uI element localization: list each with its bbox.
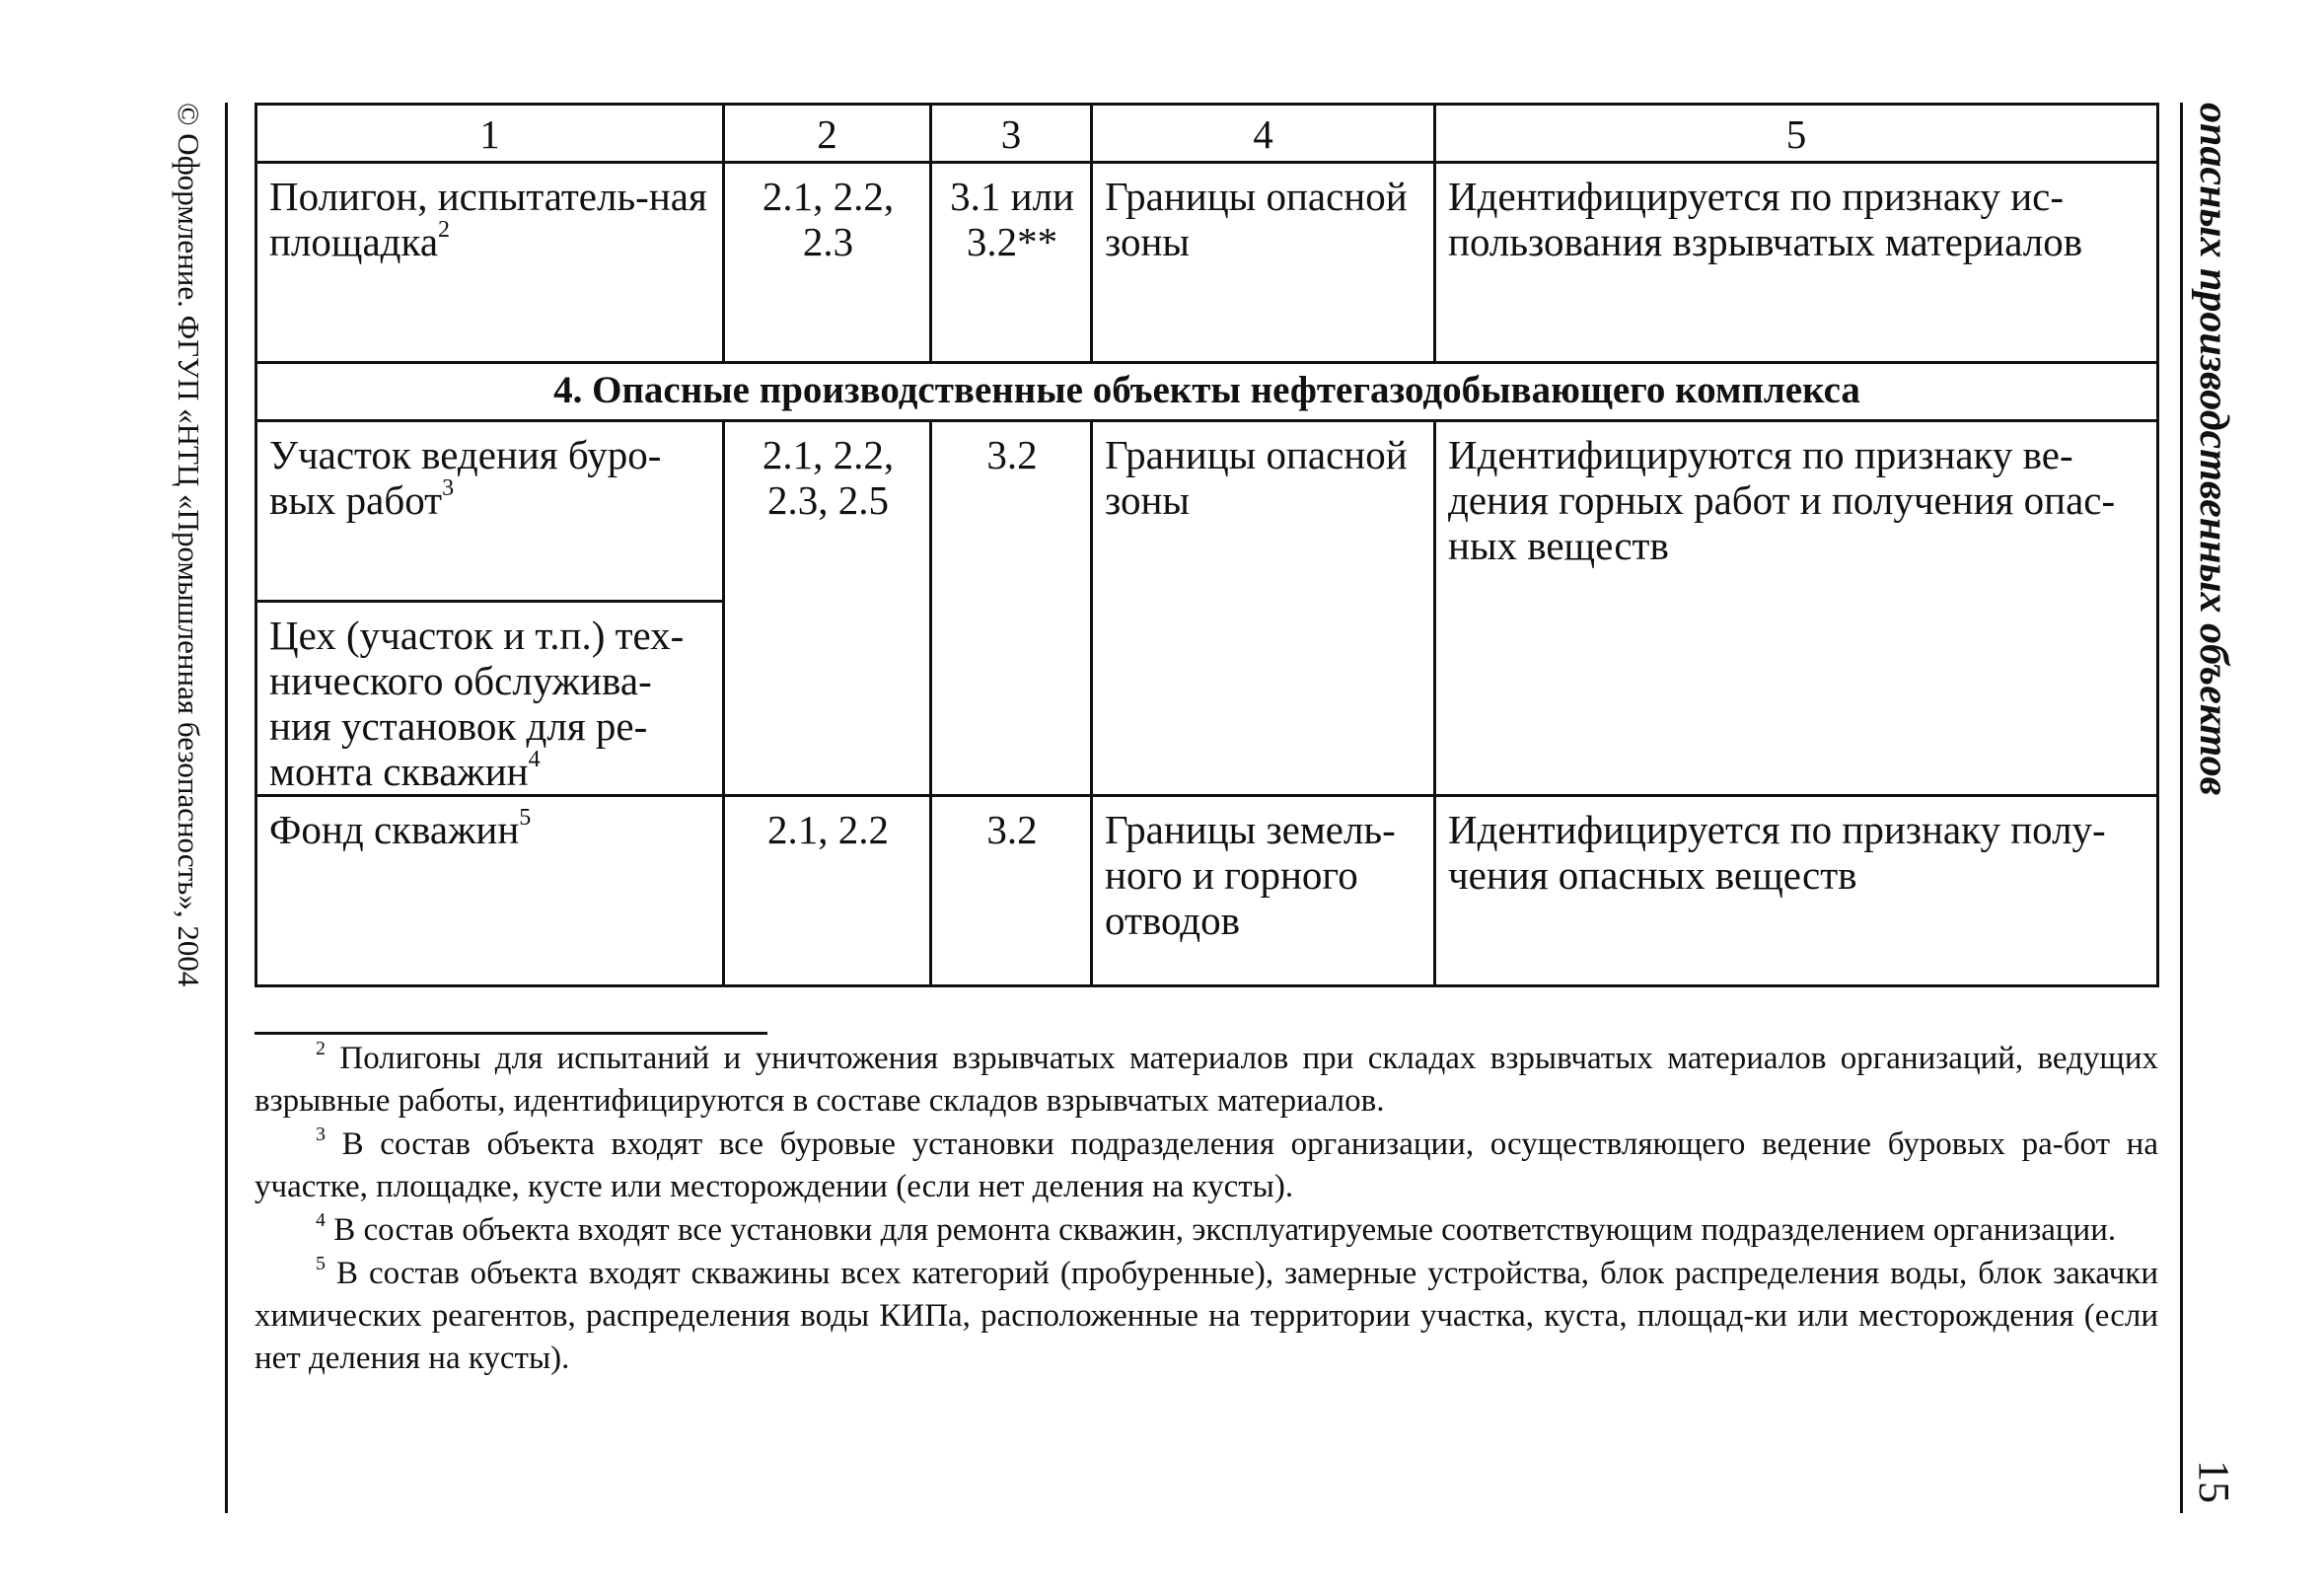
identification-cell: Идентифицируется по признаку полу-чения опасных веществ	[1435, 796, 2158, 986]
object-name-cell	[256, 163, 724, 363]
boundary-cell: Границы земель-ного и горного отводов	[1092, 796, 1435, 986]
object-name-cell	[256, 602, 724, 796]
footnote	[254, 1253, 2158, 1380]
footnote-text: В состав объекта входят скважины всех категорий (пробуренные), замерные устройства, блок распределения воды, блок закачки химических реагентов, распределения воды КИПа, расположенные на территории участка, куста, площад-ки или месторождения (если нет деления на кусты).	[254, 1256, 2159, 1376]
table-row	[256, 421, 2158, 602]
header-cell: 1	[256, 105, 724, 163]
footnote-text: В состав объекта входят все установки для ремонта скважин, эксплуатируемые соответствующим подразделением организации.	[333, 1212, 2117, 1248]
header-cell: 3	[931, 105, 1092, 163]
header-cell: 5	[1435, 105, 2158, 163]
identification-cell: Идентифицируется по признаку ис-пользования взрывчатых материалов	[1435, 163, 2158, 363]
boundary-cell: Границы опасной зоны	[1092, 421, 1435, 796]
footnote-ref: 4	[528, 747, 541, 773]
footnote-ref: 3	[442, 475, 455, 502]
footnote-ref: 2	[438, 217, 451, 244]
header-cell: 2	[724, 105, 931, 163]
right-margin-rule	[2180, 103, 2183, 1513]
table-row	[256, 163, 2158, 363]
object-name: Фонд скважин	[269, 807, 520, 852]
footnote-separator	[254, 1032, 767, 1035]
section-heading: 4. Опасные производственные объекты нефтегазодобывающего комплекса	[256, 363, 2158, 421]
footnote-text: В состав объекта входят все буровые установки подразделения организации, осуществляющего ведение буровых ра-бот на участке, площадке, кусте или месторождении (если нет деления на кусты).	[254, 1126, 2158, 1204]
table-row	[256, 796, 2158, 986]
copyright-text: © Оформление. ФГУП «НТЦ «Промышленная безопасность», 2004	[172, 103, 206, 987]
object-name: Полигон, испытатель-ная площадка	[269, 174, 707, 264]
criteria-cell: 2.1, 2.2	[724, 796, 931, 986]
class-cell: 3.1 или 3.2**	[931, 163, 1092, 363]
left-margin-rule	[225, 103, 228, 1513]
identification-cell: Идентифицируются по признаку ве-дения горных работ и получения опас-ных веществ	[1435, 421, 2158, 796]
object-name: Участок ведения буро-вых работ	[269, 432, 662, 523]
criteria-cell: 2.1, 2.2, 2.3, 2.5	[724, 421, 931, 796]
footnote-number: 4	[316, 1209, 326, 1231]
footnote	[254, 1038, 2158, 1123]
footnotes	[254, 1038, 2158, 1381]
footnote	[254, 1124, 2158, 1208]
footnote-number: 2	[316, 1038, 326, 1059]
boundary-cell: Границы опасной зоны	[1092, 163, 1435, 363]
class-cell: 3.2	[931, 421, 1092, 796]
footnote-ref: 5	[519, 805, 532, 832]
footnote	[254, 1209, 2158, 1252]
object-name-cell	[256, 421, 724, 602]
table-header-row	[256, 105, 2158, 163]
class-cell: 3.2	[931, 796, 1092, 986]
criteria-cell: 2.1, 2.2, 2.3	[724, 163, 931, 363]
object-name-cell	[256, 796, 724, 986]
page-number-text: 15	[2190, 1460, 2238, 1503]
footnote-text: Полигоны для испытаний и уничтожения взрывчатых материалов при складах взрывчатых материалов организаций, ведущих взрывные работы, идентифицируются в составе складов взрывчатых материалов.	[254, 1041, 2159, 1119]
footnote-number: 3	[316, 1124, 326, 1145]
running-title-text: опасных производственных объектов	[2191, 103, 2236, 796]
header-cell: 4	[1092, 105, 1435, 163]
section-heading-row	[256, 363, 2158, 421]
object-name: Цех (участок и т.п.) тех-нического обслужива-ния установок для ре-монта скважин	[269, 613, 685, 794]
footnote-number: 5	[316, 1253, 326, 1274]
classification-table	[254, 103, 2159, 987]
